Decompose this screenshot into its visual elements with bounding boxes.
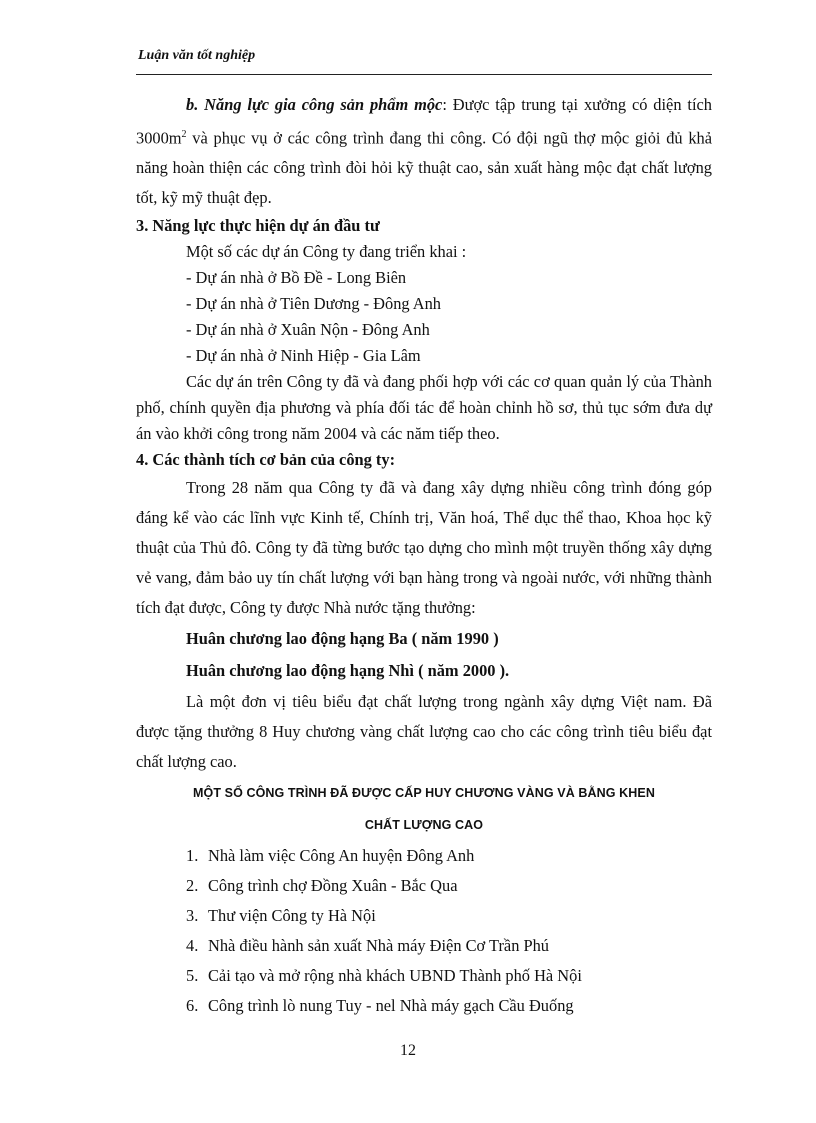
item-number: 6. [186, 996, 199, 1016]
works-list [136, 841, 712, 1021]
item-number: 1. [186, 846, 199, 866]
section-b-text-2: và phục vụ ở các công trình đang thi công. Có đội ngũ thợ mộc giỏi đủ khả năng hoàn thiện các công trình đòi hỏi kỹ thuật cao, sản xuất hàng mộc đạt chất lượng tốt, kỹ mỹ thuật đẹp. [136, 128, 712, 208]
award-item: Huân chương lao động hạng Ba ( năm 1990 ) [186, 629, 499, 649]
section-3-heading: 3. Năng lực thực hiện dự án đầu tư [136, 216, 380, 236]
works-list-item [186, 871, 712, 901]
item-number: 3. [186, 906, 199, 926]
item-number: 2. [186, 876, 199, 896]
works-list-item [186, 901, 712, 931]
award-item: Huân chương lao động hạng Nhì ( năm 2000 ). [186, 661, 510, 681]
project-item: - Dự án nhà ở Ninh Hiệp - Gia Lâm [186, 346, 421, 366]
page-body [136, 90, 712, 1021]
quality-paragraph: Là một đơn vị tiêu biểu đạt chất lượng trong ngành xây dựng Việt nam. Đã được tặng thưởng 8 Huy chương vàng chất lượng cao cho các công trình tiêu biểu đạt chất lượng cao. [136, 692, 712, 772]
project-item: - Dự án nhà ở Xuân Nộn - Đông Anh [186, 320, 430, 340]
item-text: Cải tạo và mở rộng nhà khách UBND Thành phố Hà Nội [208, 966, 582, 986]
works-list-item [186, 841, 712, 871]
works-title-line-2: CHẤT LƯỢNG CAO [364, 818, 484, 833]
item-number: 4. [186, 936, 199, 956]
project-item: - Dự án nhà ở Bồ Đề - Long Biên [186, 268, 407, 288]
project-item: - Dự án nhà ở Tiên Dương - Đông Anh [186, 294, 442, 314]
item-text: Nhà điều hành sản xuất Nhà máy Điện Cơ Trần Phú [208, 936, 549, 956]
header-rule [136, 74, 712, 75]
running-header: Luận văn tốt nghiệp [138, 48, 256, 63]
section-b-paragraph [136, 90, 712, 213]
projects-intro: Một số các dự án Công ty đang triển khai : [186, 242, 467, 262]
achievements-paragraph: Trong 28 năm qua Công ty đã và đang xây dựng nhiều công trình đóng góp đáng kể vào các lĩnh vực Kinh tế, Chính trị, Văn hoá, Thể dục thể thao, Khoa học kỹ thuật của Thủ đô. Công ty đã từng bước tạo dựng cho mình một truyền thống xây dựng vẻ vang, đảm bảo uy tín chất lượng với bạn hàng trong và ngoài nước, với những thành tích đạt được, Công ty được Nhà nước tặng thưởng: [136, 478, 712, 618]
page-number: 12 [400, 1042, 416, 1059]
works-list-item [186, 961, 712, 991]
item-text: Nhà làm việc Công An huyện Đông Anh [208, 846, 475, 866]
section-b-text-1: : Được tập trung tại xưởng có diện tích 3000m [136, 95, 712, 148]
works-list-item [186, 931, 712, 961]
item-text: Công trình lò nung Tuy - nel Nhà máy gạch Cầu Đuống [208, 996, 574, 1016]
item-number: 5. [186, 966, 199, 986]
item-text: Công trình chợ Đồng Xuân - Bắc Qua [208, 876, 458, 896]
section-4-heading: 4. Các thành tích cơ bản của công ty: [136, 450, 396, 470]
projects-closing: Các dự án trên Công ty đã và đang phối hợp với các cơ quan quản lý của Thành phố, chính quyền địa phương và phía đối tác để hoàn chỉnh hồ sơ, thủ tục sớm đưa dự án vào khởi công trong năm 2004 và các năm tiếp theo. [136, 372, 712, 444]
superscript-2: 2 [181, 129, 187, 140]
works-list-item [186, 991, 712, 1021]
section-b-lead: b. Năng lực gia công sản phẩm mộc [186, 95, 443, 114]
item-text: Thư viện Công ty Hà Nội [208, 906, 376, 926]
works-title-line-1: MỘT SỐ CÔNG TRÌNH ĐÃ ĐƯỢC CẤP HUY CHƯƠNG VÀNG VÀ BẰNG KHEN [192, 786, 655, 801]
